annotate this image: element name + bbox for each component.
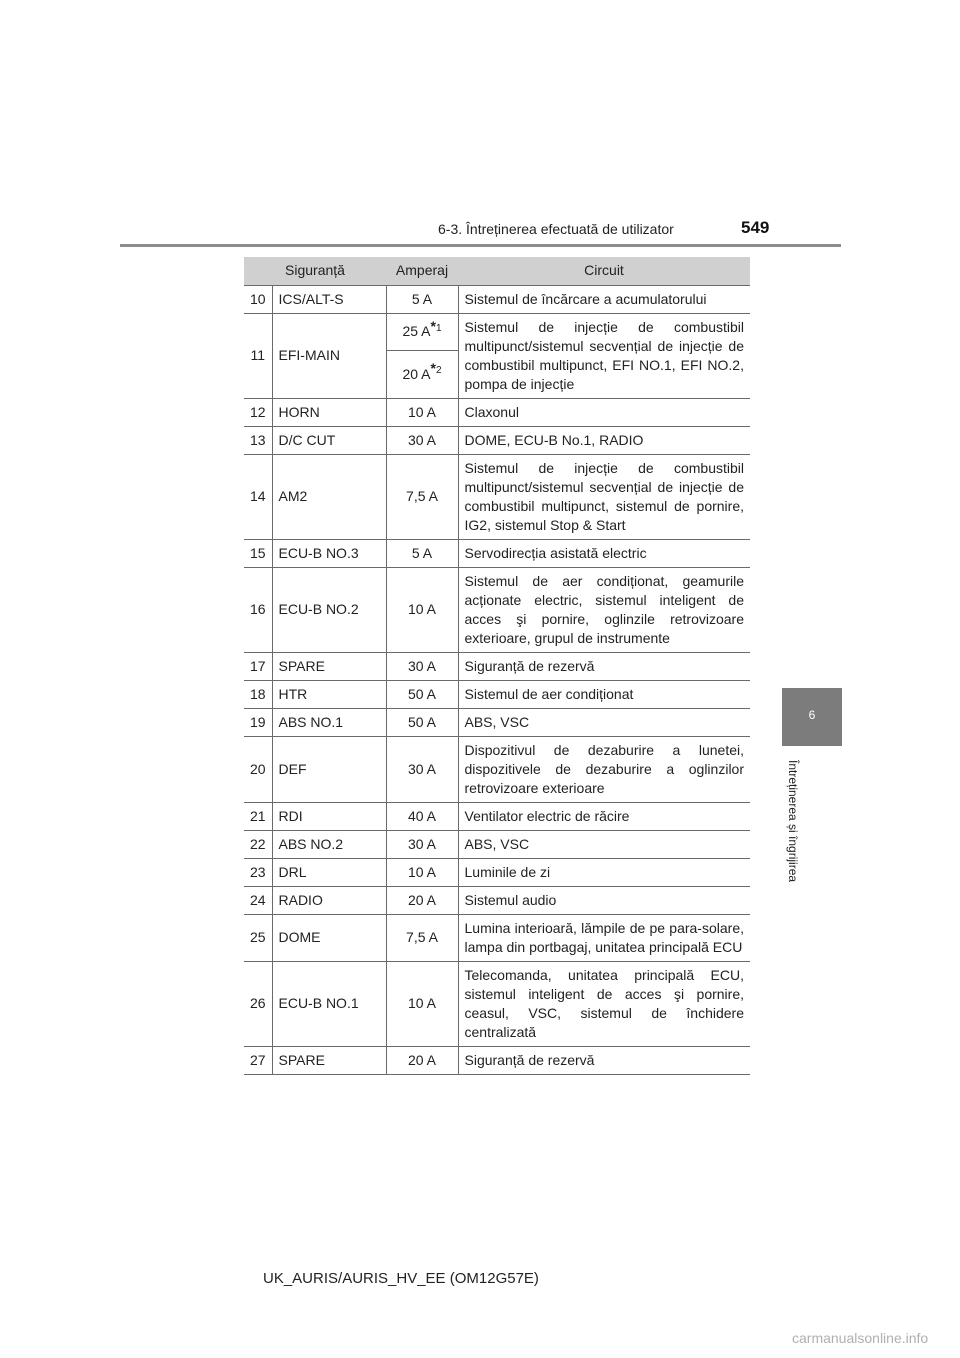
fuse-name: DEF [272, 736, 386, 802]
fuse-name: ECU-B NO.1 [272, 961, 386, 1046]
fuse-number: 14 [244, 454, 272, 539]
header-amperage: Amperaj [386, 257, 458, 285]
fuse-circuit: Sistemul de injecție de combustibil multipunct/sistemul secvențial de injecție de combustibil multipunct, EFI NO.1, EFI NO.2, pompa de injecție [458, 313, 750, 398]
fuse-amperage [386, 313, 458, 351]
fuse-amperage: 10 A [386, 961, 458, 1046]
table-row [244, 961, 750, 1046]
fuse-amperage: 10 A [386, 858, 458, 886]
fuse-name: RDI [272, 802, 386, 830]
fuse-name: ECU-B NO.2 [272, 567, 386, 652]
fuse-number: 18 [244, 680, 272, 708]
fuse-amperage: 30 A [386, 736, 458, 802]
watermark: carmanualsonline.info [792, 1330, 929, 1346]
fuse-name: ABS NO.2 [272, 830, 386, 858]
fuse-name: ABS NO.1 [272, 708, 386, 736]
fuse-number: 19 [244, 708, 272, 736]
fuse-amperage: 10 A [386, 567, 458, 652]
table-row [244, 567, 750, 652]
amperage-value: 20 A [402, 365, 431, 382]
fuse-circuit: Servodirecția asistată electric [458, 539, 750, 567]
manual-code: UK_AURIS/AURIS_HV_EE (OM12G57E) [263, 1270, 539, 1287]
fuse-amperage: 5 A [386, 285, 458, 313]
fuse-name: DRL [272, 858, 386, 886]
table-row [244, 539, 750, 567]
table-row [244, 830, 750, 858]
fuse-name: D/C CUT [272, 426, 386, 454]
table-row [244, 736, 750, 802]
page-number: 549 [741, 218, 770, 237]
fuse-number: 24 [244, 886, 272, 914]
fuse-amperage: 40 A [386, 802, 458, 830]
fuse-number: 21 [244, 802, 272, 830]
header-circuit: Circuit [458, 257, 750, 285]
fuse-number: 26 [244, 961, 272, 1046]
section-title: 6-3. Întreținerea efectuată de utilizator [438, 221, 674, 237]
fuse-number: 20 [244, 736, 272, 802]
fuse-circuit: Dispozitivul de dezaburire a lunetei, dispozitivele de dezaburire a oglinzilor retrovizoare exterioare [458, 736, 750, 802]
table-row [244, 886, 750, 914]
fuse-name: ECU-B NO.3 [272, 539, 386, 567]
fuse-amperage: 30 A [386, 652, 458, 680]
fuse-name: HORN [272, 398, 386, 426]
table-row [244, 426, 750, 454]
table-row [244, 680, 750, 708]
fuse-name: SPARE [272, 1046, 386, 1074]
fuse-circuit: Siguranță de rezervă [458, 652, 750, 680]
fuse-circuit: ABS, VSC [458, 708, 750, 736]
fuse-amperage: 50 A [386, 680, 458, 708]
fuse-amperage: 50 A [386, 708, 458, 736]
fuse-name: AM2 [272, 454, 386, 539]
fuse-number: 13 [244, 426, 272, 454]
fuse-name: HTR [272, 680, 386, 708]
footnote-marker: *1 [430, 317, 442, 334]
fuse-table [244, 257, 750, 1075]
fuse-number: 15 [244, 539, 272, 567]
table-row [244, 398, 750, 426]
fuse-number: 23 [244, 858, 272, 886]
header-fuse: Siguranță [244, 257, 386, 285]
table-row [244, 858, 750, 886]
fuse-circuit: Luminile de zi [458, 858, 750, 886]
fuse-circuit: ABS, VSC [458, 830, 750, 858]
table-row [244, 914, 750, 961]
table-row [244, 708, 750, 736]
fuse-circuit: Lumina interioară, lămpile de pe para-solare, lampa din portbagaj, unitatea principală ECU [458, 914, 750, 961]
fuse-circuit: Sistemul de aer condiționat [458, 680, 750, 708]
footnote-marker: *2 [430, 360, 442, 377]
fuse-number: 11 [244, 313, 272, 398]
fuse-name: EFI-MAIN [272, 313, 386, 398]
table-row [244, 454, 750, 539]
table-row [244, 802, 750, 830]
fuse-circuit: Siguranță de rezervă [458, 1046, 750, 1074]
fuse-amperage: 30 A [386, 426, 458, 454]
chapter-tab [782, 688, 842, 746]
fuse-circuit: Sistemul audio [458, 886, 750, 914]
fuse-amperage: 30 A [386, 830, 458, 858]
fuse-circuit: Ventilator electric de răcire [458, 802, 750, 830]
fuse-amperage: 20 A [386, 1046, 458, 1074]
chapter-label: Întreținerea și îngrijirea [786, 760, 800, 883]
fuse-circuit: Sistemul de încărcare a acumulatorului [458, 285, 750, 313]
fuse-name: DOME [272, 914, 386, 961]
fuse-circuit: Sistemul de aer condiționat, geamurile acționate electric, sistemul inteligent de acces şi pornire, oglinzile retrovizoare exterioare, grupul de instrumente [458, 567, 750, 652]
fuse-name: ICS/ALT-S [272, 285, 386, 313]
chapter-number: 6 [808, 708, 816, 722]
table-row [244, 652, 750, 680]
fuse-amperage: 7,5 A [386, 914, 458, 961]
fuse-number: 16 [244, 567, 272, 652]
fuse-number: 10 [244, 285, 272, 313]
amperage-value: 25 A [402, 323, 431, 340]
fuse-circuit: Sistemul de injecție de combustibil multipunct/sistemul secvențial de injecție de combustibil multipunct, sistemul de pornire, IG2, sistemul Stop & Start [458, 454, 750, 539]
fuse-number: 17 [244, 652, 272, 680]
fuse-number: 12 [244, 398, 272, 426]
fuse-number: 27 [244, 1046, 272, 1074]
table-header-row [244, 257, 750, 285]
fuse-amperage: 10 A [386, 398, 458, 426]
table-row [244, 1046, 750, 1074]
fuse-amperage [386, 351, 458, 398]
fuse-amperage: 20 A [386, 886, 458, 914]
fuse-circuit: DOME, ECU-B No.1, RADIO [458, 426, 750, 454]
table-row [244, 313, 750, 351]
table-row [244, 285, 750, 313]
fuse-number: 22 [244, 830, 272, 858]
fuse-amperage: 5 A [386, 539, 458, 567]
fuse-circuit: Claxonul [458, 398, 750, 426]
fuse-amperage: 7,5 A [386, 454, 458, 539]
fuse-name: SPARE [272, 652, 386, 680]
fuse-number: 25 [244, 914, 272, 961]
header-divider [120, 244, 841, 247]
fuse-circuit: Telecomanda, unitatea principală ECU, sistemul inteligent de acces şi pornire, ceasul, VSC, sistemul de închidere centralizată [458, 961, 750, 1046]
fuse-name: RADIO [272, 886, 386, 914]
